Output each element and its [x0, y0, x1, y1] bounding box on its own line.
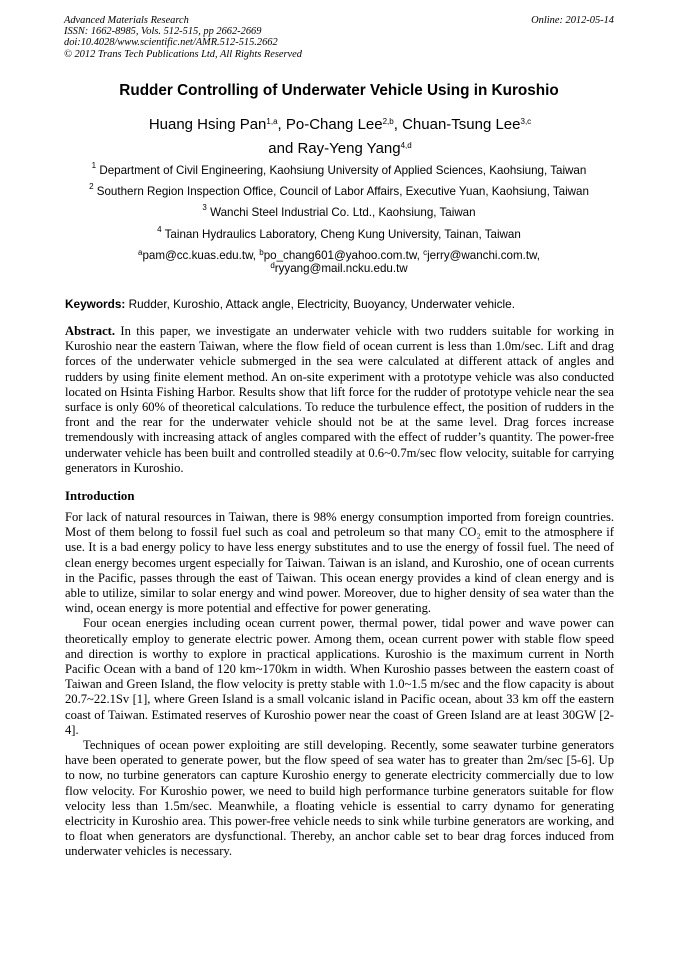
author: Chuan-Tsung Lee$^{3,c}$ [402, 116, 532, 133]
paragraph: For lack of natural resources in Taiwan, there is 98% energy consumption imported from foreign countries. Most of them belong to fossil fuel such as coal and petroleum so that many CO₂ emit to the atmosphere if use. It is a bad energy policy to have less energy substitutes and to use the energy of fossil fuel. The need of clean energy becomes urgent especially for Taiwan. Taiwan is an island, and Kuroshio, one of ocean currents in the Pacific, passes through the east of Taiwan. This ocean energy provides a kind of clean energy and is able to utilize, similar to solar energy and wind power. Moreover, due to higher density of sea water than the wind, ocean energy is more potential and effective for power generating. [65, 510, 614, 616]
journal-header [64, 15, 302, 60]
paragraph: Four ocean energies including ocean current power, thermal power, tidal power and wave power can theoretically employ to generate electric power. Among them, ocean current power with stable flow speed and direction is worthy to explore in practical applications. Kuroshio is the maximum current in North Pacific Ocean with a band of 120 km~170km in width. When Kuroshio passes between the eastern coast of Taiwan and Green Island, the flow velocity is pretty stable with 1.0~1.5 m/sec and the flow capacity is about 20.7~22.1Sv [1], where Green Island is a small volcanic island in Pacific ocean, about 33 km off the eastern coast of Taiwan. Estimated reserves of Kuroshio power near the coast of Green Island are at least 30GW [2-4]. [65, 616, 614, 737]
copyright: © 2012 Trans Tech Publications Ltd, All Rights Reserved [64, 48, 302, 60]
paragraph: Techniques of ocean power exploiting are still developing. Recently, some seawater turbine generators have been operated to generate power, but the flow speed of sea water has to greater than 2m/sec [5-6]. Up to now, no turbine generators can capture Kuroshio energy to generate electricity commercially due to low flow velocity. For Kuroshio power, we need to build high performance turbine generators suitable for flow velocity less than 1.5m/sec. Meanwhile, a floating vehicle is essential to carry dynamo for generating electricity in Kuroshio area. This power-free vehicle needs to sink while turbine generators are working, and to float when generators are dysfunctional. Thereby, an anchor cable set to bear drag forces induced from underwater vehicles is necessary. [65, 738, 614, 859]
email-link[interactable]: pam@cc.kuas.edu.tw, [142, 249, 260, 262]
author: Huang Hsing Pan$^{1,a}$, [148, 116, 286, 133]
author: Po-Chang Lee$^{2,b}$, [285, 116, 403, 133]
introduction-body [65, 510, 614, 860]
section-heading-introduction: Introduction [65, 489, 135, 503]
issn: ISSN: 1662-8985, Vols. 512-515, pp 2662-2669 [64, 26, 262, 38]
keywords: Keywords: Rudder, Kuroshio, Attack angle, Electricity, Buoyancy, Underwater vehicle. [65, 297, 516, 311]
affiliation: $^1$ Department of Civil Engineering, Kaohsiung University of Applied Sciences, Kaohsiung, Taiwan [91, 161, 587, 177]
email-link[interactable]: ryyang@mail.ncku.edu.tw [274, 262, 408, 275]
paper-title: Rudder Controlling of Underwater Vehicle Using in Kuroshio [119, 82, 559, 99]
doi: doi:10.4028/www.scientific.net/AMR.512-515.2662 [64, 37, 278, 49]
email-link[interactable]: jerry@wanchi.com.tw, [427, 249, 540, 262]
journal-name: Advanced Materials Research [64, 15, 189, 26]
authors [60, 113, 620, 161]
email-link[interactable]: po_chang601@yahoo.com.tw, [263, 249, 424, 262]
affiliation: $^3$ Wanchi Steel Industrial Co. Ltd., Kaohsiung, Taiwan [202, 203, 476, 219]
affiliation: $^2$ Southern Region Inspection Office, Council of Labor Affairs, Executive Yuan, Kaohsiung, Taiwan [89, 182, 589, 198]
affiliation: $^4$ Tainan Hydraulics Laboratory, Cheng Kung University, Tainan, Taiwan [157, 225, 521, 241]
emails: $^a$pam@cc.kuas.edu.tw, $^b$po_chang601@yahoo.com.tw, $^c$jerry@wanchi.com.tw, $^d$ryyang@mail.ncku.edu.tw [137, 248, 540, 275]
abstract: Abstract. In this paper, we investigate an underwater vehicle with two rudders suitable for working in Kuroshio near the eastern Taiwan, where the flow field of ocean current is less than 1.0m/sec. Lift and drag forces of the underwater vehicle submerged in the sea were calculated at different attack of angles and rudders by using finite element method. An on-site experiment with a prototype vehicle was also conducted located on Hsinta Fishing Harbor. Results show that lift force for the rudder of prototype vehicle near the sea surface is only 60% of theoretical calculations. To reduce the turbulence effect, the position of rudders in the front and the rear for the underwater vehicle should not be at the same level. Drag forces increase tremendously with increasing attack of angles compared with the effect of rudder’s quantity. The power-free underwater vehicle has been built and controlled steadily at 0.6~0.7m/sec flow velocity, suitable for carrying generators in Kuroshio. [65, 324, 614, 475]
author: and Ray-Yeng Yang$^{4,d}$ [268, 140, 412, 157]
online-date: Online: 2012-05-14 [531, 15, 614, 26]
